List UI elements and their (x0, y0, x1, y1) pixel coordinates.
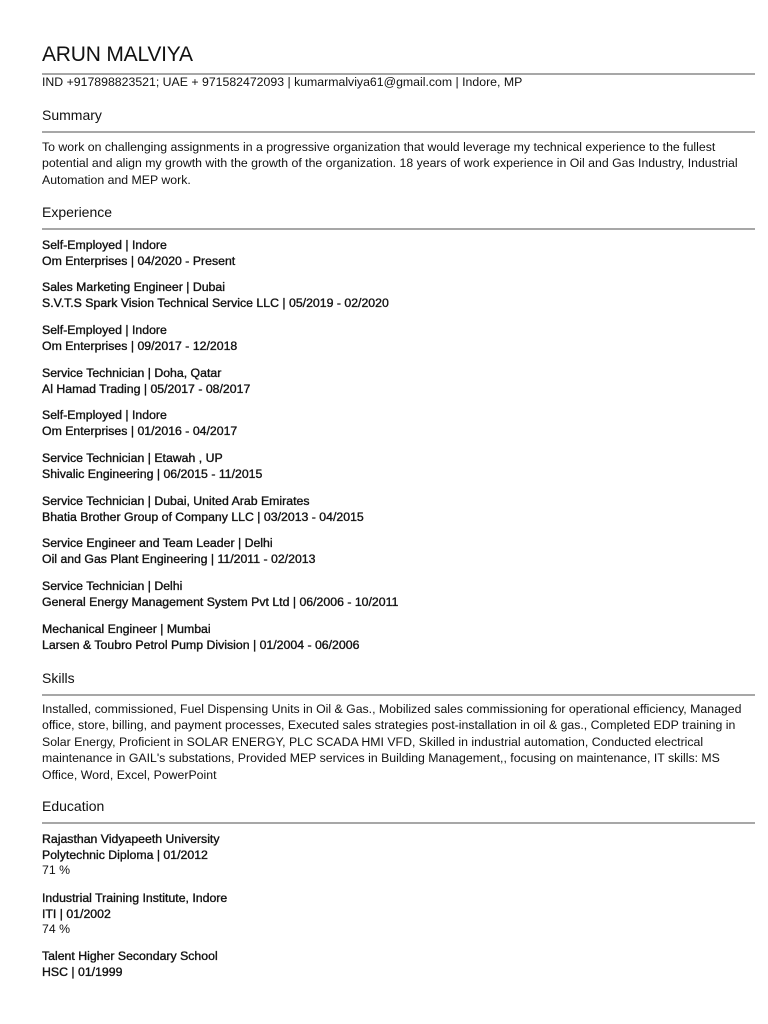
skills-text: Installed, commissioned, Fuel Dispensing Units in Oil & Gas., Mobilized sales commissioning for operational efficiency, Managed office, store, billing, and payment processes, Executed sales strategies post-installation in oil & gas., Completed EDP training in Solar Energy, Proficient in SOLAR ENERGY, PLC SCADA HMI VFD, Skilled in industrial automation, Conducted electrical maintenance in GAIL's substations, Provided MEP services in Building Management,, focusing on maintenance, IT skills: MS Office, Word, Excel, PowerPoint (42, 702, 742, 782)
education-heading: Education (42, 798, 105, 814)
experience-title: Self-Employed | Indore (42, 323, 167, 337)
experience-title: Service Technician | Delhi (42, 579, 183, 593)
education-degree: ITI | 01/2002 (42, 907, 111, 921)
skills-divider (42, 694, 755, 696)
education-divider (42, 822, 755, 824)
experience-title: Self-Employed | Indore (42, 408, 167, 422)
experience-detail: Om Enterprises | 04/2020 - Present (42, 254, 236, 268)
experience-detail: Bhatia Brother Group of Company LLC | 03/2013 - 04/2015 (42, 510, 364, 524)
experience-heading: Experience (42, 204, 113, 220)
candidate-name: ARUN MALVIYA (42, 43, 193, 66)
experience-detail: General Energy Management System Pvt Ltd | 06/2006 - 10/2011 (42, 595, 399, 609)
experience-title: Self-Employed | Indore (42, 238, 167, 252)
experience-detail: Shivalic Engineering | 06/2015 - 11/2015 (42, 467, 263, 481)
resume-page (42, 0, 755, 1024)
experience-title: Service Technician | Etawah , UP (42, 451, 223, 465)
experience-detail: Al Hamad Trading | 05/2017 - 08/2017 (42, 382, 251, 396)
experience-detail: Om Enterprises | 01/2016 - 04/2017 (42, 424, 238, 438)
experience-title: Service Technician | Dubai, United Arab Emirates (42, 494, 310, 508)
contact-line: IND +917898823521; UAE + 971582472093 | kumarmalviya61@gmail.com | Indore, MP (42, 75, 523, 89)
education-score: 71 % (42, 863, 71, 877)
education-school: Talent Higher Secondary School (42, 949, 218, 963)
experience-title: Sales Marketing Engineer | Dubai (42, 280, 225, 294)
education-score: 74 % (42, 922, 71, 936)
education-school: Rajasthan Vidyapeeth University (42, 832, 220, 846)
education-degree: HSC | 01/1999 (42, 965, 123, 979)
skills-heading: Skills (42, 670, 75, 686)
education-school: Industrial Training Institute, Indore (42, 891, 228, 905)
summary-divider (42, 131, 755, 133)
summary-heading: Summary (42, 107, 102, 123)
experience-detail: Oil and Gas Plant Engineering | 11/2011 - 02/2013 (42, 552, 316, 566)
experience-divider (42, 228, 755, 230)
experience-title: Service Technician | Doha, Qatar (42, 366, 222, 380)
experience-title: Service Engineer and Team Leader | Delhi (42, 536, 273, 550)
experience-title: Mechanical Engineer | Mumbai (42, 622, 211, 636)
experience-detail: Om Enterprises | 09/2017 - 12/2018 (42, 339, 238, 353)
education-degree: Polytechnic Diploma | 01/2012 (42, 848, 208, 862)
summary-text: To work on challenging assignments in a progressive organization that would leverage my technical experience to the fullest potential and align my growth with the growth of the organization. 18 years of work experience in Oil and Gas Industry, Industrial Automation and MEP work. (42, 140, 738, 187)
experience-detail: S.V.T.S Spark Vision Technical Service LLC | 05/2019 - 02/2020 (42, 296, 389, 310)
experience-detail: Larsen & Toubro Petrol Pump Division | 01/2004 - 06/2006 (42, 638, 360, 652)
